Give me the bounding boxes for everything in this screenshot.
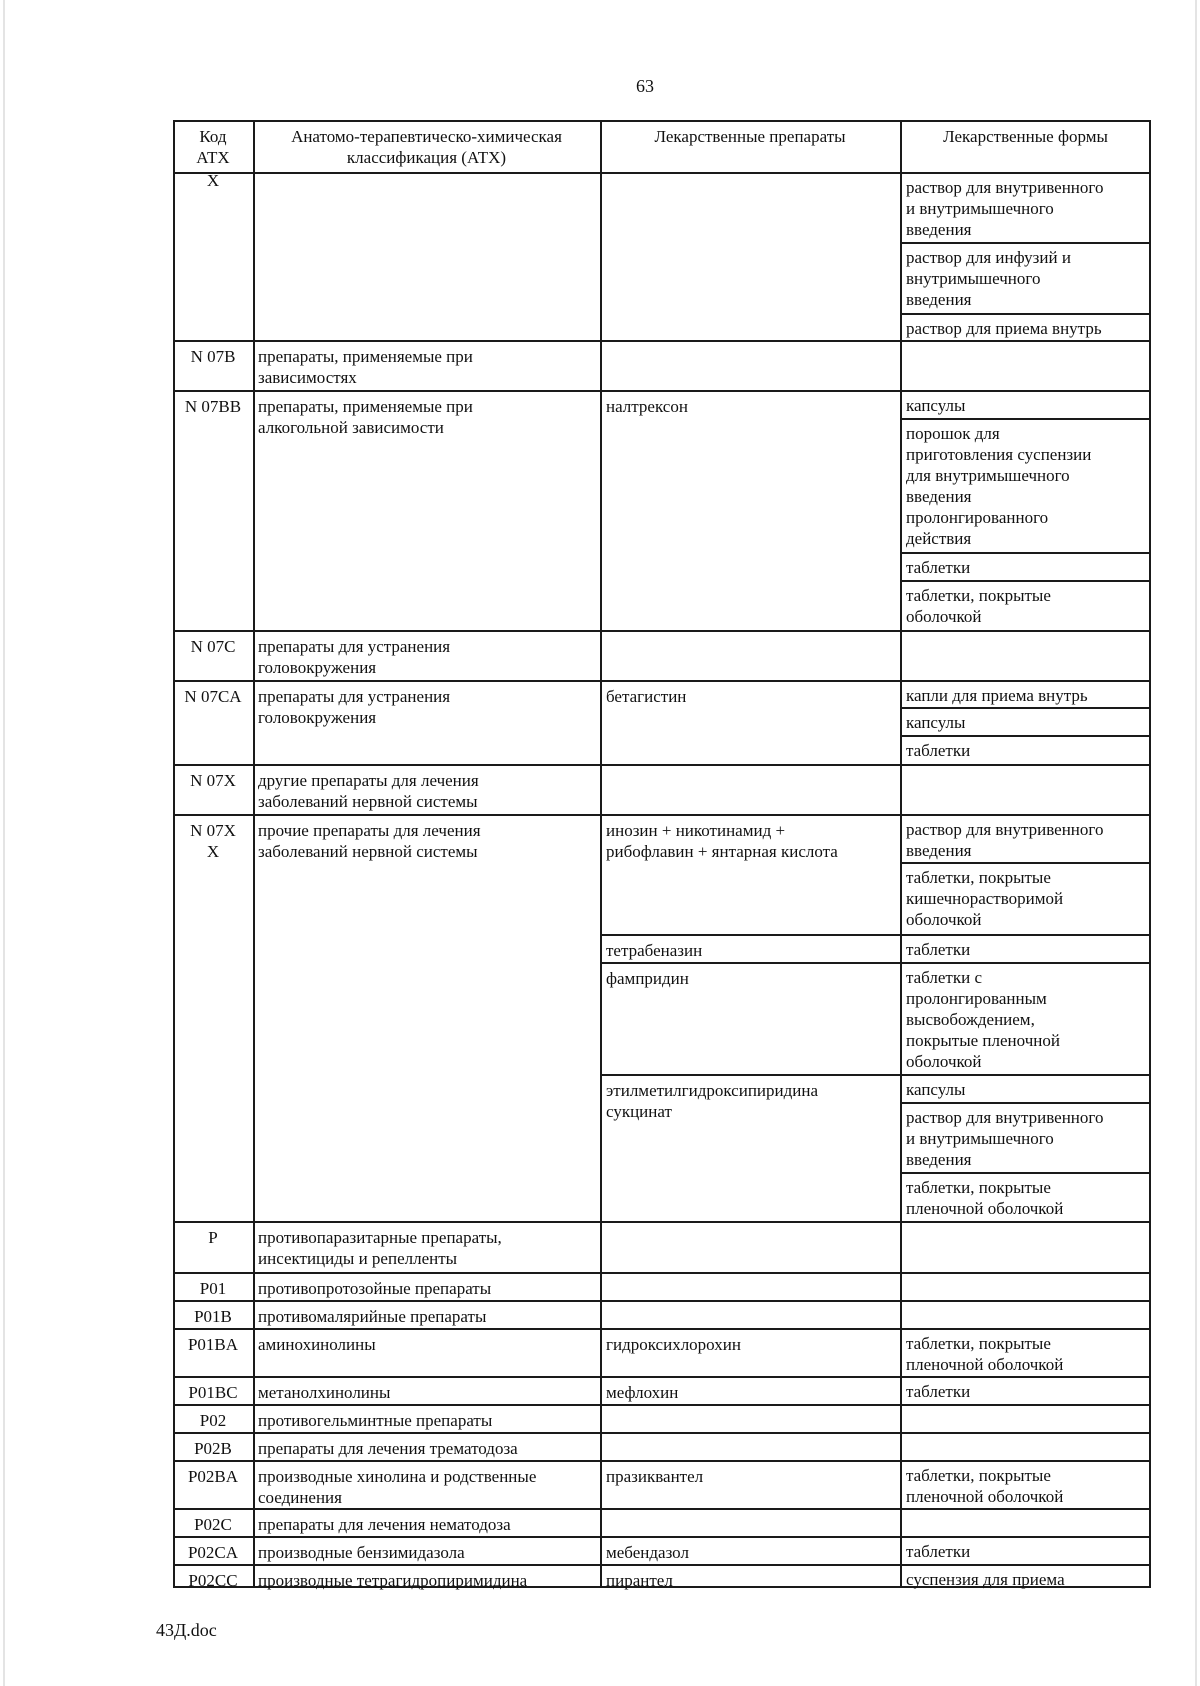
atx-classification: противопаразитарные препараты, инсектициды и репелленты (258, 1228, 502, 1268)
dosage-form: порошок для приготовления суспензии для внутримышечного введения пролонгированного действия (906, 424, 1092, 548)
scan-edge-right (1195, 0, 1197, 1686)
drug-name: бетагистин (606, 687, 687, 706)
row-divider (173, 390, 1151, 392)
atx-classification: аминохинолины (258, 1335, 376, 1354)
row-divider (173, 1536, 1151, 1538)
atx-code: N 07CA (184, 687, 242, 706)
row-divider (173, 1404, 1151, 1406)
row-divider (173, 1272, 1151, 1274)
row-divider (173, 764, 1151, 766)
header-classification: Анатомо-терапевтическо-химическая классификация (АТХ) (291, 127, 562, 167)
dosage-form: таблетки, покрытые кишечнорастворимой оболочкой (906, 868, 1064, 929)
form-divider (900, 418, 1151, 420)
scan-edge-left (3, 0, 5, 1686)
atx-code: P02B (194, 1439, 232, 1458)
header-forms: Лекарственные формы (943, 127, 1108, 146)
row-divider (173, 1508, 1151, 1510)
form-divider (900, 552, 1151, 554)
atx-code: P02CA (187, 1543, 239, 1562)
form-divider (900, 1074, 1151, 1076)
atx-classification: противомалярийные препараты (258, 1307, 487, 1326)
atx-code: P01BA (187, 1335, 239, 1354)
row-divider (173, 1432, 1151, 1434)
dosage-form: раствор для инфузий и внутримышечного введения (906, 248, 1071, 309)
atx-code: N 07C (190, 637, 236, 656)
form-divider (900, 580, 1151, 582)
atx-classification: производные хинолина и родственные соединения (258, 1467, 537, 1507)
atx-classification: прочие препараты для лечения заболеваний нервной системы (258, 821, 481, 861)
row-divider (173, 1376, 1151, 1378)
atx-classification: противопротозойные препараты (258, 1279, 492, 1298)
atx-code: N 07B (190, 347, 236, 366)
header-drugs: Лекарственные препараты (654, 127, 846, 146)
row-divider (173, 340, 1151, 342)
dosage-form: капсулы (906, 1080, 966, 1099)
form-divider (900, 242, 1151, 244)
atx-code: N 07BB (184, 397, 242, 416)
drug-name: налтрексон (606, 397, 688, 416)
atx-classification: метанолхинолины (258, 1383, 391, 1402)
atx-classification: производные тетрагидропиримидина (258, 1571, 528, 1590)
form-divider (900, 313, 1151, 315)
atx-classification: препараты для лечения трематодоза (258, 1439, 518, 1458)
form-divider (900, 862, 1151, 864)
dosage-form: таблетки (906, 741, 971, 760)
form-divider (900, 934, 1151, 936)
drug-divider (600, 962, 900, 964)
row-divider (173, 1460, 1151, 1462)
atx-code: P01 (199, 1279, 227, 1298)
drug-name: гидроксихлорохин (606, 1335, 741, 1354)
dosage-form: раствор для внутривенного и внутримышечного введения (906, 1108, 1104, 1169)
atx-classification: препараты для устранения головокружения (258, 637, 451, 677)
atx-classification: препараты, применяемые при алкогольной зависимости (258, 397, 473, 437)
row-divider (173, 1221, 1151, 1223)
dosage-form: суспензия для приема (906, 1570, 1065, 1589)
atx-code: P02C (194, 1515, 232, 1534)
atx-code: P02 (199, 1411, 227, 1430)
atx-code: N 07X (190, 771, 236, 790)
drug-name: этилметилгидроксипиридина сукцинат (606, 1081, 819, 1121)
atx-classification: другие препараты для лечения заболеваний нервной системы (258, 771, 479, 811)
footer-file-name: 43Д.doc (156, 1620, 217, 1640)
atx-code: P (208, 1228, 218, 1247)
atx-classification: препараты для устранения головокружения (258, 687, 451, 727)
dosage-form: таблетки с пролонгированным высвобождением, покрытые пленочной оболочкой (906, 968, 1060, 1071)
atx-code: N 07X X (190, 821, 236, 861)
dosage-form: капли для приема внутрь (906, 686, 1088, 705)
atx-code: P02BA (187, 1467, 239, 1486)
row-divider (173, 1564, 1151, 1566)
drug-name: фампридин (606, 969, 689, 988)
dosage-form: капсулы (906, 713, 966, 732)
drug-name: пирантел (606, 1571, 673, 1590)
atx-classification: производные бензимидазола (258, 1543, 465, 1562)
row-divider (173, 1328, 1151, 1330)
atx-code: X (206, 171, 220, 190)
drug-name: мефлохин (606, 1383, 679, 1402)
row-divider (173, 1300, 1151, 1302)
dosage-form: капсулы (906, 396, 966, 415)
header-divider (173, 172, 1151, 174)
dosage-form: таблетки (906, 1542, 971, 1561)
atx-code: P01BC (188, 1383, 238, 1402)
atx-code: P02CC (188, 1571, 238, 1590)
atx-classification: препараты для лечения нематодоза (258, 1515, 511, 1534)
drug-name: инозин + никотинамид + рибофлавин + янтарная кислота (606, 821, 838, 861)
dosage-form: таблетки, покрытые пленочной оболочкой (906, 1178, 1064, 1218)
form-divider (900, 735, 1151, 737)
atx-classification: противогельминтные препараты (258, 1411, 493, 1430)
form-divider (900, 1172, 1151, 1174)
page-number: 63 (636, 76, 654, 96)
atx-code: P01B (194, 1307, 232, 1326)
dosage-form: раствор для внутривенного и внутримышечного введения (906, 178, 1104, 239)
atx-classification: препараты, применяемые при зависимостях (258, 347, 473, 387)
dosage-form: таблетки, покрытые пленочной оболочкой (906, 1334, 1064, 1374)
dosage-form: раствор для внутривенного введения (906, 820, 1104, 860)
drug-divider (600, 934, 900, 936)
dosage-form: таблетки (906, 940, 971, 959)
form-divider (900, 707, 1151, 709)
drug-divider (600, 1074, 900, 1076)
dosage-form: таблетки, покрытые оболочкой (906, 586, 1051, 626)
drug-name: празиквантел (606, 1467, 704, 1486)
drug-name: тетрабеназин (606, 941, 703, 960)
form-divider (900, 1102, 1151, 1104)
dosage-form: таблетки, покрытые пленочной оболочкой (906, 1466, 1064, 1506)
row-divider (173, 814, 1151, 816)
dosage-form: раствор для приема внутрь (906, 319, 1102, 338)
header-code: Код АТХ (196, 127, 230, 167)
form-divider (900, 962, 1151, 964)
dosage-form: таблетки (906, 558, 971, 577)
row-divider (173, 680, 1151, 682)
dosage-form: таблетки (906, 1382, 971, 1401)
row-divider (173, 630, 1151, 632)
drug-name: мебендазол (606, 1543, 689, 1562)
